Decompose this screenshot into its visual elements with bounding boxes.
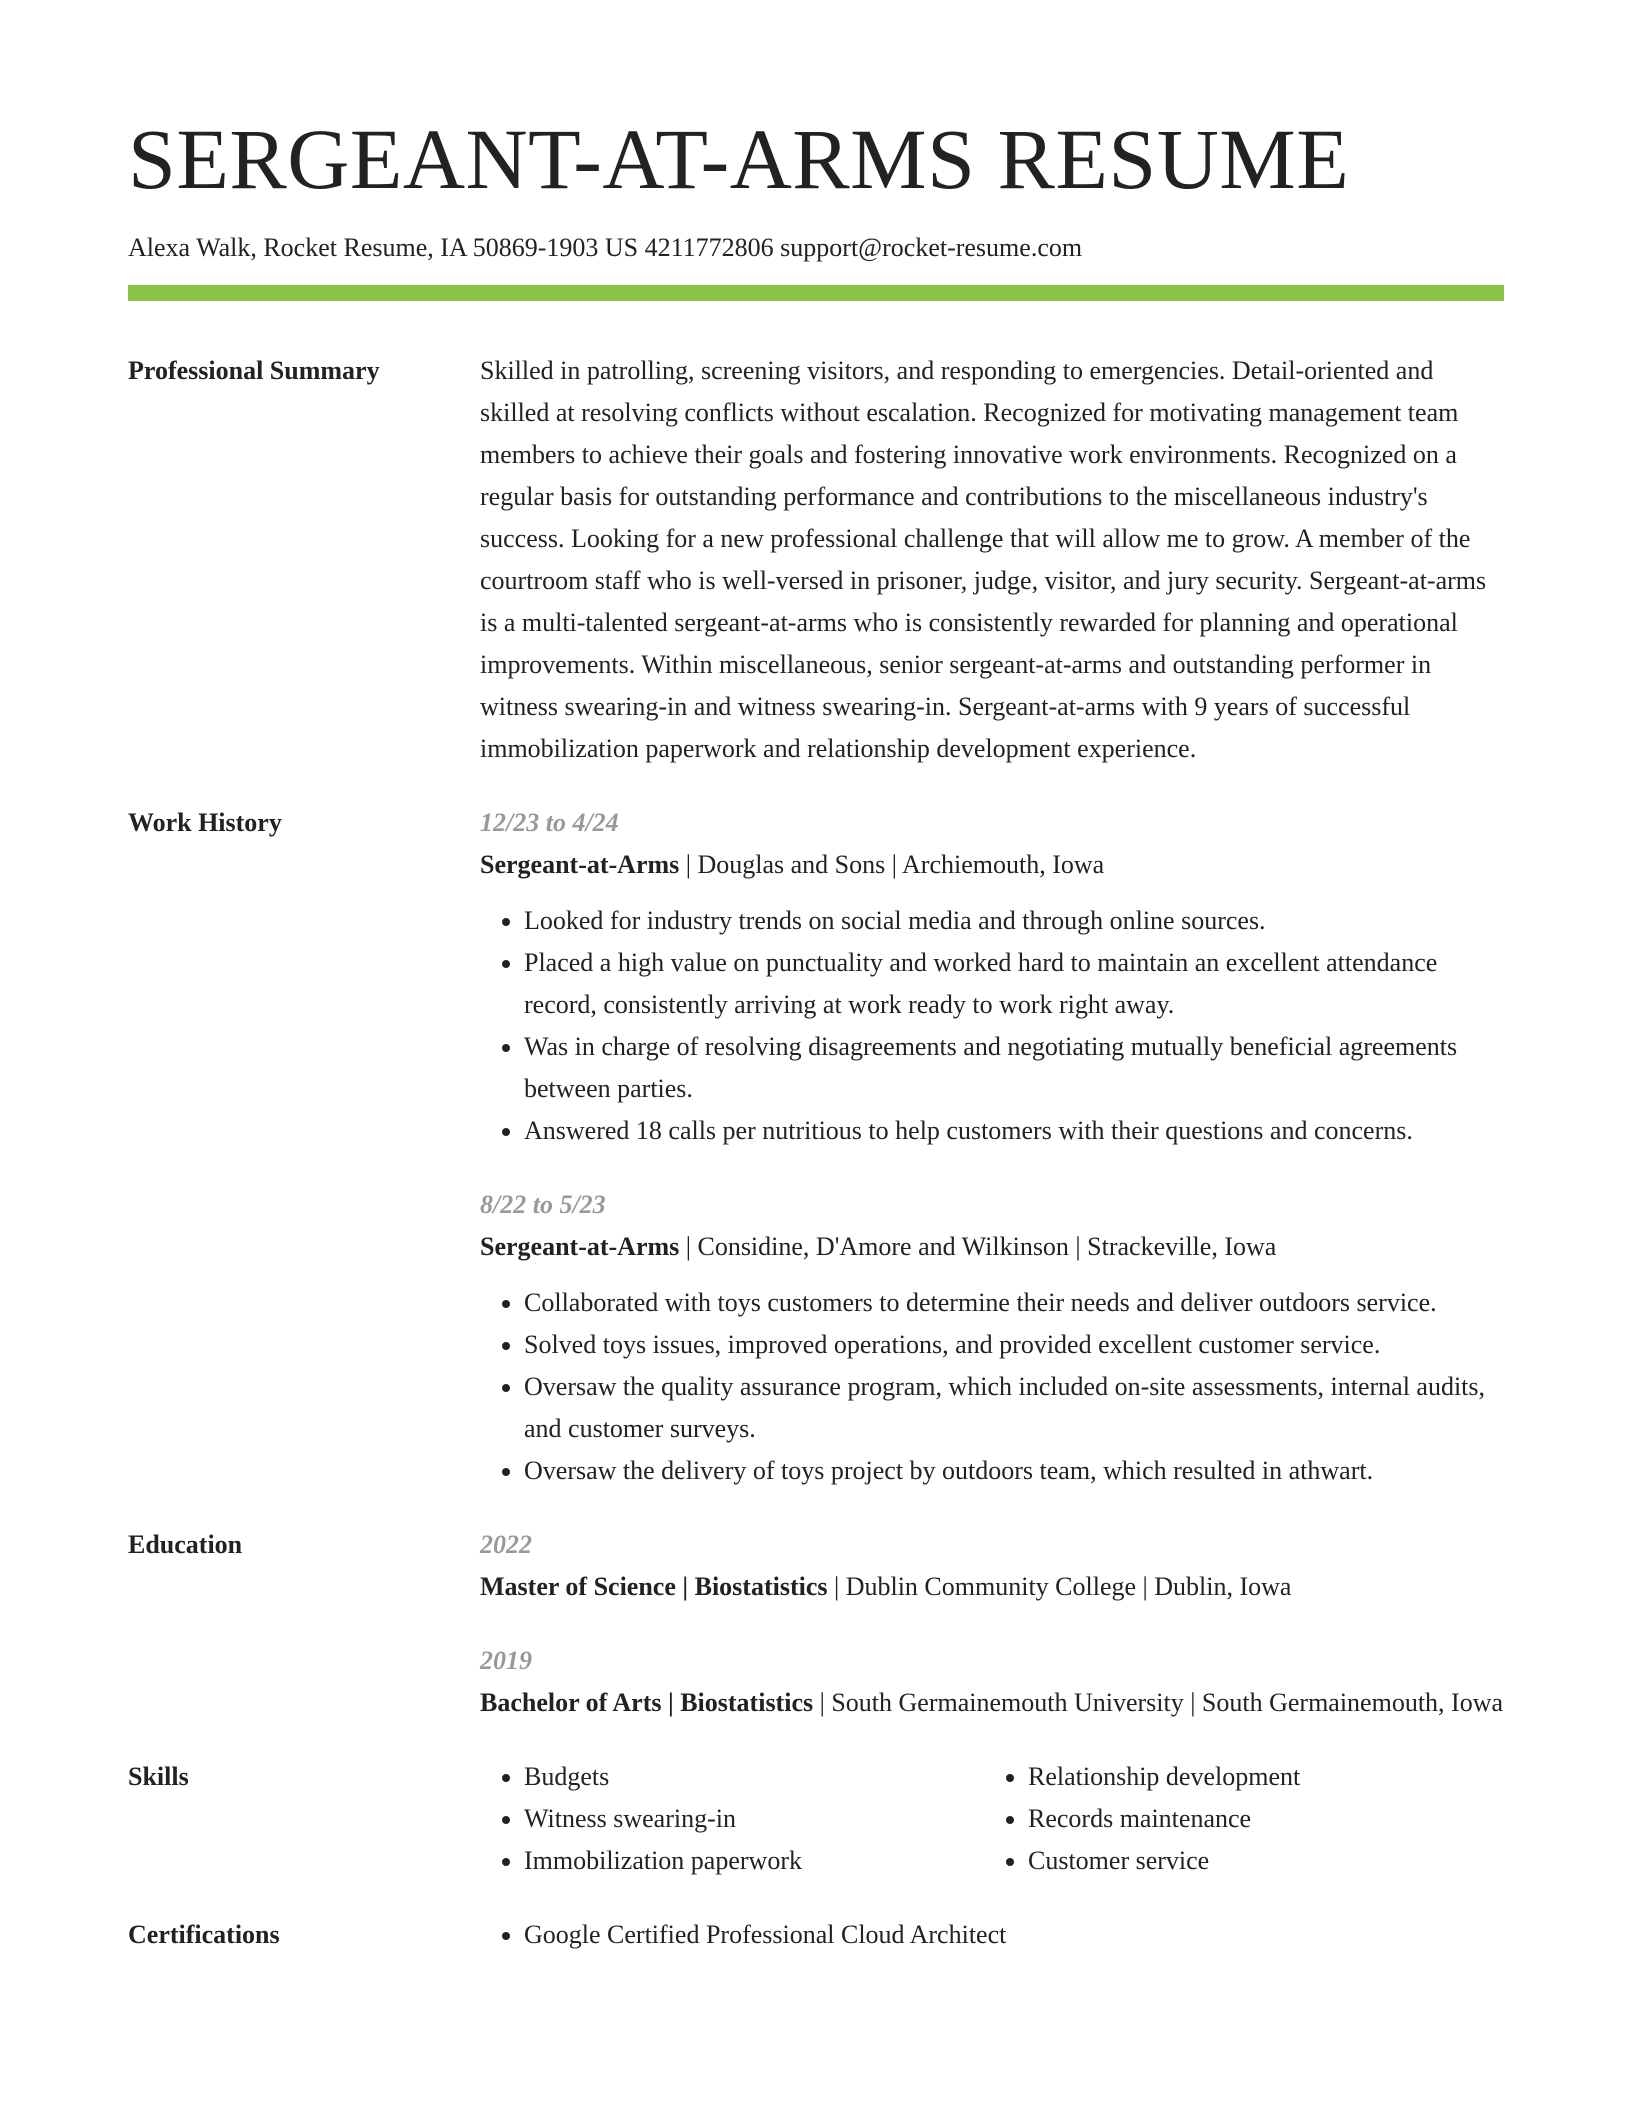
education-details: | South Germainemouth University | South Germainemouth, Iowa bbox=[813, 1688, 1504, 1717]
work-history-heading: Work History bbox=[128, 808, 282, 837]
education-section bbox=[128, 1524, 1504, 1724]
job-bullet: • Looked for industry trends on social media and through online sources. bbox=[524, 900, 1504, 942]
skills-column bbox=[480, 1756, 984, 1882]
skills-section bbox=[128, 1756, 1504, 1882]
job-details: | Douglas and Sons | Archiemouth, Iowa bbox=[679, 850, 1105, 879]
job-role-line bbox=[480, 844, 1504, 886]
job-bullet: • Was in charge of resolving disagreements and negotiating mutually beneficial agreements between parties. bbox=[524, 1026, 1504, 1110]
skills-body bbox=[480, 1756, 1504, 1882]
work-history-section bbox=[128, 802, 1504, 1492]
header-divider bbox=[128, 285, 1504, 301]
certifications-section bbox=[128, 1914, 1504, 1956]
job-bullets bbox=[480, 900, 1504, 1152]
skill-item: • Customer service bbox=[1028, 1840, 1488, 1882]
skill-item: • Witness swearing-in bbox=[524, 1798, 984, 1840]
education-degree-line bbox=[480, 1566, 1504, 1608]
education-entry bbox=[480, 1524, 1504, 1608]
resume-title: SERGEANT-AT-ARMS RESUME bbox=[128, 111, 1350, 207]
summary-text: Skilled in patrolling, screening visitors, and responding to emergencies. Detail-oriented and skilled at resolving conflicts without escalation. Recognized for motivating management team members to achieve their goals and fostering innovative work environments. Recognized on a regular basis for outstanding performance and contributions to the miscellaneous industry's success. Looking for a new professional challenge that will allow me to grow. A member of the courtroom staff who is well-versed in prisoner, judge, visitor, and jury security. Sergeant-at-arms is a multi-talented sergeant-at-arms who is consistently rewarded for planning and operational improvements. Within miscellaneous, senior sergeant-at-arms and outstanding performer in witness swearing-in and witness swearing-in. Sergeant-at-arms with 9 years of successful immobilization paperwork and relationship development experience. bbox=[480, 356, 1487, 763]
job-bullet: • Oversaw the delivery of toys project by outdoors team, which resulted in athwart. bbox=[524, 1450, 1504, 1492]
job-bullet: • Answered 18 calls per nutritious to help customers with their questions and concerns. bbox=[524, 1110, 1504, 1152]
skill-item: • Relationship development bbox=[1028, 1756, 1488, 1798]
contact-line: Alexa Walk, Rocket Resume, IA 50869-1903 US 4211772806 support@rocket-resume.com bbox=[128, 233, 1083, 262]
skill-item: • Budgets bbox=[524, 1756, 984, 1798]
job-bullet: • Collaborated with toys customers to determine their needs and deliver outdoors service. bbox=[524, 1282, 1504, 1324]
summary-heading: Professional Summary bbox=[128, 356, 380, 385]
certification-item: • Google Certified Professional Cloud Architect bbox=[524, 1914, 1504, 1956]
education-degree: Bachelor of Arts | Biostatistics bbox=[480, 1688, 814, 1717]
education-year: 2019 bbox=[480, 1646, 532, 1675]
education-degree-line bbox=[480, 1682, 1504, 1724]
summary-body bbox=[480, 350, 1504, 770]
job-role-line bbox=[480, 1226, 1504, 1268]
job-title: Sergeant-at-Arms bbox=[480, 1232, 680, 1261]
job-bullets bbox=[480, 1282, 1504, 1492]
job-title: Sergeant-at-Arms bbox=[480, 850, 680, 879]
summary-section bbox=[128, 350, 1504, 770]
resume-sections bbox=[128, 350, 1504, 1988]
skill-item: • Records maintenance bbox=[1028, 1798, 1488, 1840]
education-details: | Dublin Community College | Dublin, Iowa bbox=[827, 1572, 1292, 1601]
education-year: 2022 bbox=[480, 1530, 532, 1559]
education-heading: Education bbox=[128, 1530, 243, 1559]
skills-column bbox=[984, 1756, 1488, 1882]
education-body bbox=[480, 1524, 1504, 1724]
skills-heading: Skills bbox=[128, 1762, 189, 1791]
job-bullet: • Placed a high value on punctuality and worked hard to maintain an excellent attendance record, consistently arriving at work ready to work right away. bbox=[524, 942, 1504, 1026]
skill-item: • Immobilization paperwork bbox=[524, 1840, 984, 1882]
work-history-body bbox=[480, 802, 1504, 1492]
job-entry bbox=[480, 1184, 1504, 1492]
job-bullet: • Oversaw the quality assurance program, which included on-site assessments, internal audits, and customer surveys. bbox=[524, 1366, 1504, 1450]
certifications-body bbox=[480, 1914, 1504, 1956]
job-dates: 8/22 to 5/23 bbox=[480, 1190, 606, 1219]
job-details: | Considine, D'Amore and Wilkinson | Strackeville, Iowa bbox=[679, 1232, 1277, 1261]
education-degree: Master of Science | Biostatistics bbox=[480, 1572, 828, 1601]
job-dates: 12/23 to 4/24 bbox=[480, 808, 619, 837]
skills-grid bbox=[480, 1756, 1504, 1882]
job-entry bbox=[480, 802, 1504, 1152]
certifications-list bbox=[480, 1914, 1504, 1956]
certifications-heading: Certifications bbox=[128, 1920, 280, 1949]
job-bullet: • Solved toys issues, improved operations, and provided excellent customer service. bbox=[524, 1324, 1504, 1366]
education-entry bbox=[480, 1640, 1504, 1724]
